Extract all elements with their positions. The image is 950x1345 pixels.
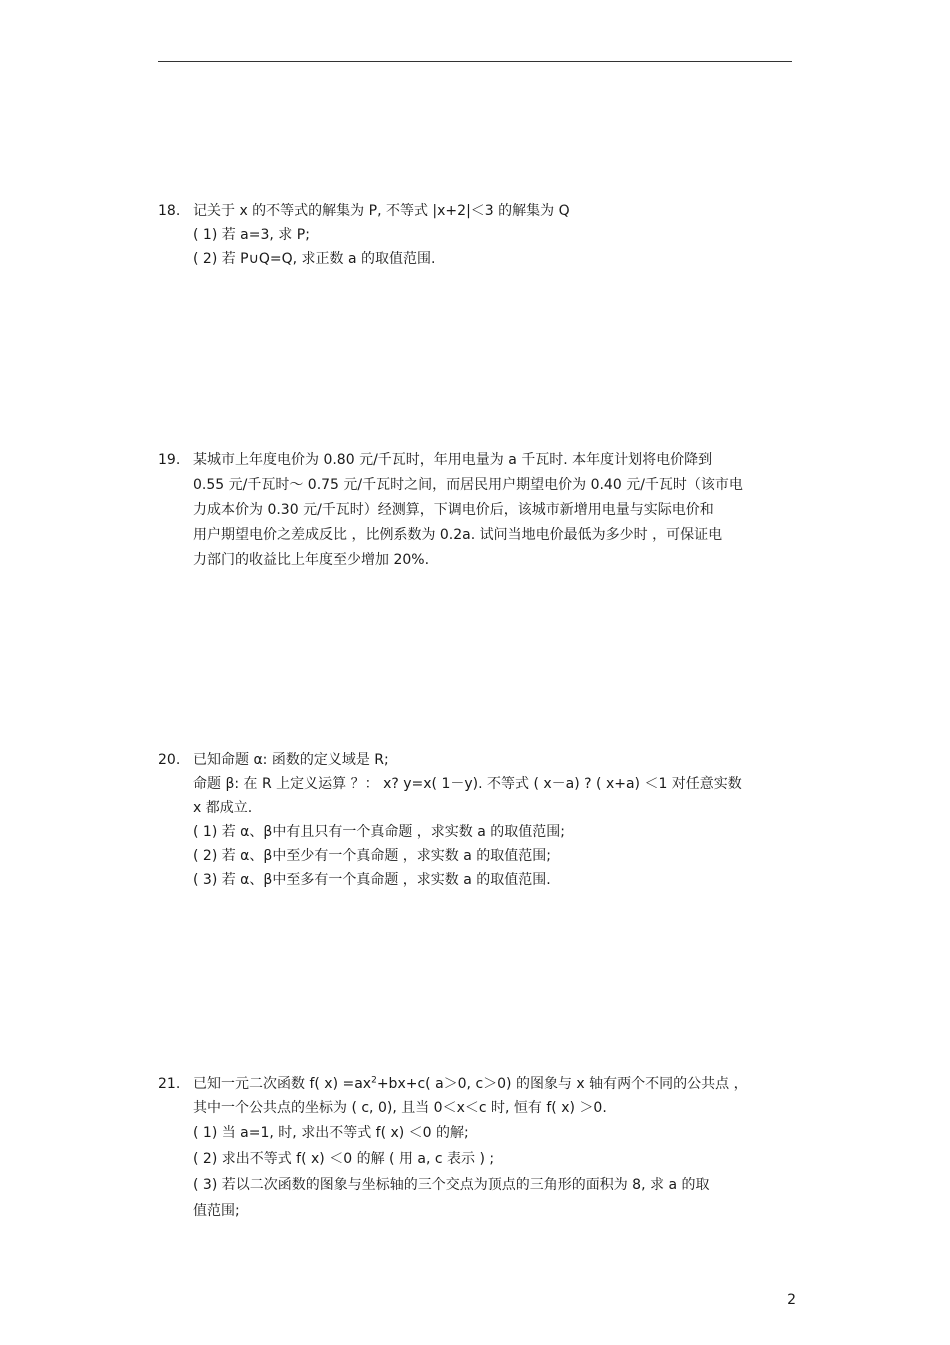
problem-line: 命题 β: 在 R 上定义运算 ？： x? y=x( 1－y). 不等式 ( x－a) ? ( x+a) ＜1 对任意实数 (193, 776, 742, 792)
problem-line: ( 2) 求出不等式 f( x) ＜0 的解 ( 用 a, c 表示 ) ; (193, 1151, 495, 1167)
problem-number: 21. (158, 1076, 181, 1092)
problem-line: 值范围; (193, 1203, 240, 1219)
problem-line: ( 1) 若 a=3, 求 P; (193, 227, 310, 243)
problem-line: ( 2) 若 α、β中至少有一个真命题 ，求实数 a 的取值范围; (193, 848, 551, 864)
exponent: 2 (371, 1075, 377, 1086)
problem-18 (158, 199, 792, 271)
problem-text: 已知命题 α: 函数的定义域是 R; (193, 752, 389, 768)
problem-number: 18. (158, 203, 181, 219)
problem-line: 其中一个公共点的坐标为 ( c, 0), 且当 0＜x＜c 时, 恒有 f( x) ＞0. (193, 1100, 607, 1116)
problem-line (158, 1072, 792, 1096)
page-number: 2 (787, 1292, 796, 1308)
problem-line: ( 2) 若 P∪Q=Q, 求正数 a 的取值范围. (193, 251, 436, 267)
problem-line (158, 199, 792, 223)
problem-number: 19. (158, 452, 181, 468)
problem-line: 力部门的收益比上年度至少增加 20%. (193, 552, 430, 568)
problem-number: 20. (158, 752, 181, 768)
problem-text: 某城市上年度电价为 0.80 元/千瓦时，年用电量为 a 千瓦时. 本年度计划将电价降到 (193, 452, 713, 468)
problem-line: x 都成立. (193, 800, 253, 816)
problem-line: ( 3) 若 α、β中至多有一个真命题 ，求实数 a 的取值范围. (193, 872, 551, 888)
problem-21 (158, 1072, 792, 1224)
problem-line (158, 448, 792, 473)
problem-text: 记关于 x 的不等式的解集为 P, 不等式 |x+2|＜3 的解集为 Q (193, 203, 570, 219)
problem-line: ( 1) 若 α、β中有且只有一个真命题 ，求实数 a 的取值范围; (193, 824, 565, 840)
problem-20 (158, 748, 792, 892)
problem-text-part: +bx+c( a＞0, c＞0) 的图象与 x 轴有两个不同的公共点 ， (376, 1076, 748, 1092)
problem-line: 用户期望电价之差成反比 ，比例系数为 0.2a. 试问当地电价最低为多少时 ，可保证电 (193, 527, 723, 543)
problem-19 (158, 448, 792, 573)
problem-line: 力成本价为 0.30 元/千瓦时）经测算，下调电价后，该城市新增用电量与实际电价和 (193, 502, 714, 518)
problem-text-part: 已知一元二次函数 f( x) =ax (193, 1076, 372, 1092)
problem-line: ( 1) 当 a=1, 时, 求出不等式 f( x) ＜0 的解; (193, 1125, 469, 1141)
problem-line: 0.55 元/千瓦时～ 0.75 元/千瓦时之间，而居民用户期望电价为 0.40 元/千瓦时（该市电 (193, 477, 743, 493)
header-rule (158, 61, 792, 62)
problem-text (193, 1072, 748, 1096)
problem-line (158, 748, 792, 772)
problem-line: ( 3) 若以二次函数的图象与坐标轴的三个交点为顶点的三角形的面积为 8, 求 a 的取 (193, 1177, 710, 1193)
